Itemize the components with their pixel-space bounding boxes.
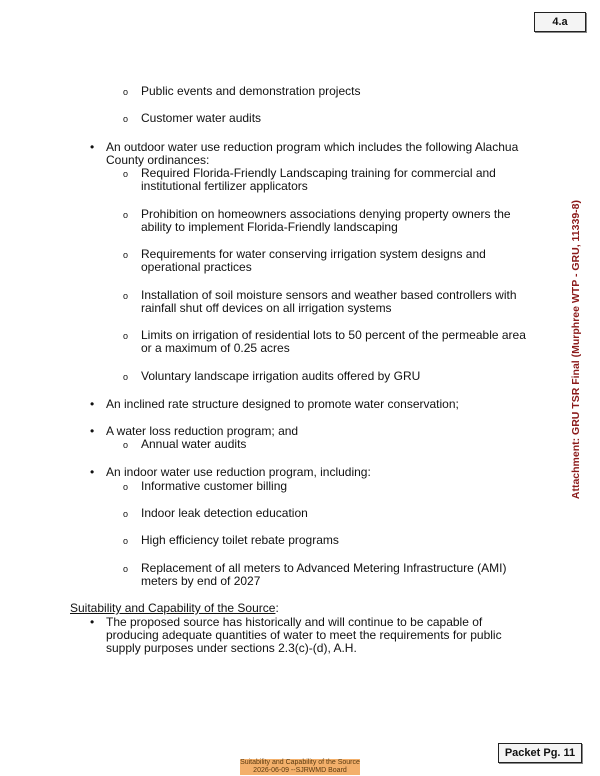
sub-bullet-icon: o bbox=[123, 482, 129, 492]
ordinance-1-line2: institutional fertilizer applicators bbox=[141, 179, 308, 193]
sub-bullet-icon: o bbox=[123, 440, 129, 450]
ordinance-3-line1: Requirements for water conserving irrigation system designs and bbox=[141, 247, 486, 261]
ordinance-5-line1: Limits on irrigation of residential lots to 50 percent of the permeable area bbox=[141, 328, 526, 342]
source-paragraph-line3: supply purposes under sections 2.3(c)-(d), A.H. bbox=[106, 641, 357, 655]
bullet-icon: • bbox=[90, 397, 95, 411]
section-heading-text: Suitability and Capability of the Source bbox=[70, 601, 276, 615]
ordinance-2-line2: ability to implement Florida-Friendly landscaping bbox=[141, 220, 398, 234]
sub-item-public-events: Public events and demonstration projects bbox=[141, 84, 361, 98]
attachment-sidebar bbox=[566, 160, 586, 540]
ordinance-6: Voluntary landscape irrigation audits offered by GRU bbox=[141, 369, 421, 383]
indoor-item-3: High efficiency toilet rebate programs bbox=[141, 533, 339, 547]
section-heading-colon: : bbox=[275, 601, 279, 615]
inclined-rate-item: An inclined rate structure designed to promote water conservation; bbox=[106, 397, 459, 411]
outdoor-program-line1: An outdoor water use reduction program which includes the following Alachua bbox=[106, 140, 519, 154]
bullet-icon: • bbox=[90, 424, 95, 438]
attachment-label: Attachment: GRU TSR Final (Murphree WTP - GRU, 11339-8) bbox=[570, 200, 582, 500]
sub-bullet-icon: o bbox=[123, 114, 129, 124]
sub-bullet-icon: o bbox=[123, 564, 129, 574]
sub-bullet-icon: o bbox=[123, 509, 129, 519]
section-heading bbox=[70, 601, 279, 615]
source-paragraph-line1: The proposed source has historically and will continue to be capable of bbox=[106, 615, 483, 629]
footer-stamp-line1: Suitability and Capability of the Source bbox=[240, 759, 360, 766]
sub-bullet-icon: o bbox=[123, 210, 129, 220]
footer-stamp-line2: 2026-06-09 --SJRWMD Board bbox=[253, 767, 347, 774]
bullet-icon: • bbox=[90, 465, 95, 479]
sub-bullet-icon: o bbox=[123, 169, 129, 179]
water-loss-item: A water loss reduction program; and bbox=[106, 424, 299, 438]
footer-stamp bbox=[240, 759, 360, 775]
indoor-item-4-line1: Replacement of all meters to Advanced Metering Infrastructure (AMI) bbox=[141, 561, 507, 575]
ordinance-5-line2: or a maximum of 0.25 acres bbox=[141, 341, 290, 355]
packet-page-label: Packet Pg. 11 bbox=[498, 743, 582, 763]
ordinance-1-line1: Required Florida-Friendly Landscaping training for commercial and bbox=[141, 166, 496, 180]
ordinance-4-line2: rainfall shut off devices on all irrigation systems bbox=[141, 301, 392, 315]
ordinance-3-line2: operational practices bbox=[141, 260, 252, 274]
ordinance-4-line1: Installation of soil moisture sensors and weather based controllers with bbox=[141, 288, 517, 302]
outdoor-program-line2: County ordinances: bbox=[106, 153, 210, 167]
sub-bullet-icon: o bbox=[123, 536, 129, 546]
item-tag: 4.a bbox=[534, 12, 586, 32]
annual-audits-item: Annual water audits bbox=[141, 437, 247, 451]
sub-bullet-icon: o bbox=[123, 331, 129, 341]
bullet-icon: • bbox=[90, 615, 95, 629]
indoor-item-4-line2: meters by end of 2027 bbox=[141, 574, 261, 588]
sub-bullet-icon: o bbox=[123, 372, 129, 382]
sub-bullet-icon: o bbox=[123, 87, 129, 97]
source-paragraph-line2: producing adequate quantities of water to meet the requirements for public bbox=[106, 628, 502, 642]
bullet-icon: • bbox=[90, 140, 95, 154]
sub-bullet-icon: o bbox=[123, 291, 129, 301]
sub-bullet-icon: o bbox=[123, 250, 129, 260]
ordinance-2-line1: Prohibition on homeowners associations denying property owners the bbox=[141, 207, 511, 221]
indoor-item-2: Indoor leak detection education bbox=[141, 506, 308, 520]
indoor-program-item: An indoor water use reduction program, including: bbox=[106, 465, 371, 479]
sub-item-customer-audits: Customer water audits bbox=[141, 111, 262, 125]
indoor-item-1: Informative customer billing bbox=[141, 479, 288, 493]
